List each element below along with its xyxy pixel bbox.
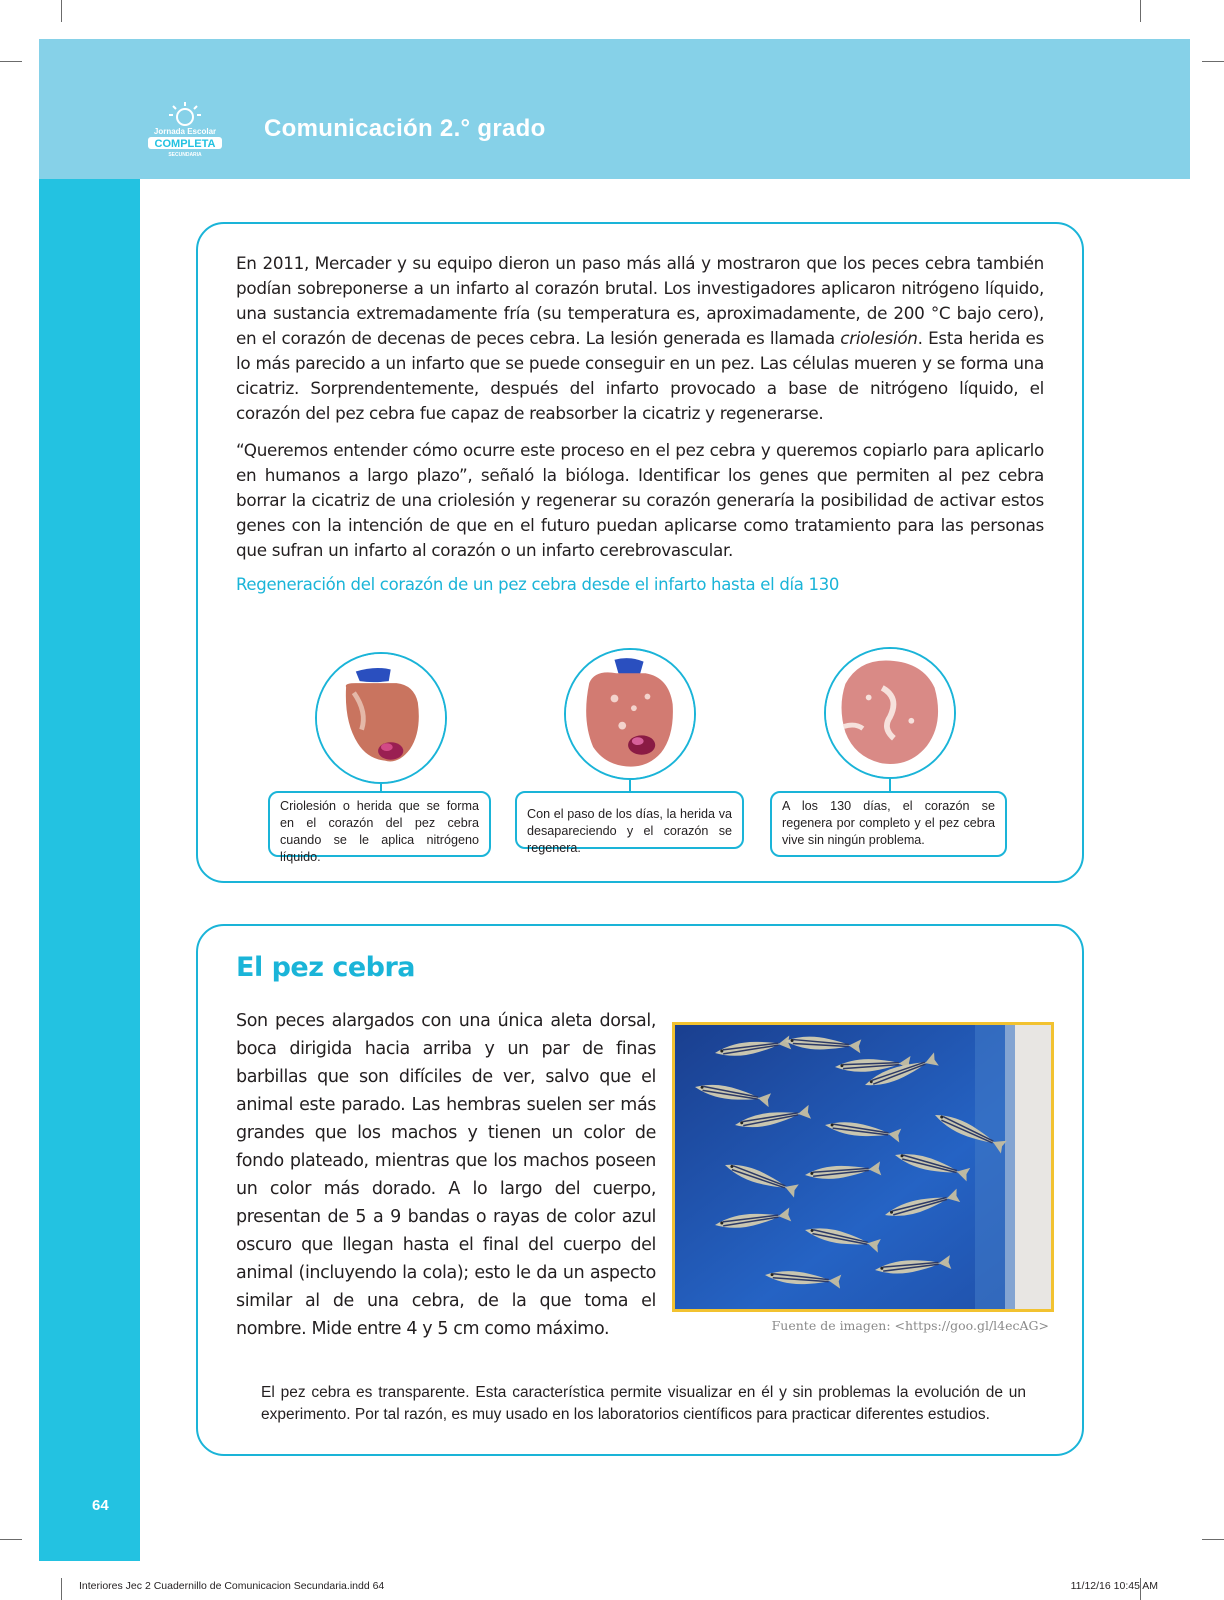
footer-date: 11/12/16 10:45 AM [1070,1580,1158,1592]
paragraph-text: En 2011, Mercader y su equipo dieron un paso más allá y mostraron que los peces cebra también podían sobreponerse a un infarto al corazón brutal. Los investigadores aplicaron nitrógeno líquido, una sustancia extremadamente fría (su temperatura es, aproximadamente, de 200 °C bajo cero), en el corazón de decenas de peces cebra. La lesión generada es llamada [236,253,1044,348]
logo-line3: SECUNDARIA [168,152,202,158]
caption-regenerating: Con el paso de los días, la herida va desapareciendo y el corazón se regenera. [515,791,744,849]
heart-image-regenerated [824,647,956,779]
caption-regenerated: A los 130 días, el corazón se regenera por completo y el pez cebra vive sin ningún problema. [770,791,1007,857]
reading-paragraph-2: “Queremos entender cómo ocurre este proceso en el pez cebra y queremos copiarlo para aplicarlo en humanos a largo plazo”, señaló la bióloga. Identificar los genes que permiten al pez cebra borrar la cicatriz de una criolesión y regenerar su corazón generaría la posibilidad de activar estos genes con la intención de que en el futuro puedan aplicarse como tratamiento para las personas que sufran un infarto al corazón o un infarto cerebrovascular. [236,440,1044,560]
page-title: Comunicación 2.° grado [264,115,546,142]
crop-mark [61,1578,62,1600]
page-number: 64 [92,1497,109,1514]
crop-mark [0,61,22,62]
zebrafish-note: El pez cebra es transparente. Esta característica permite visualizar en él y sin problemas la evolución de un experimento. Por tal razón, es muy usado en los laboratorios científicos para practicar diferentes estudios. [261,1384,1026,1423]
italic-term: criolesión [840,328,918,348]
zebrafish-photo [672,1022,1054,1312]
crop-mark [1202,1539,1224,1540]
image-source [772,1318,1049,1333]
crop-mark [1140,0,1141,22]
connector-line [629,780,631,791]
connector-line [889,779,891,791]
source-url: <https://goo.gl/l4ecAG> [894,1318,1049,1333]
heart-image-cryoinjury [315,652,447,784]
crop-mark [0,1539,22,1540]
heart-image-regenerating [564,648,696,780]
reading-paragraph-1 [236,251,1044,426]
left-sidebar [39,179,140,1561]
figure-title: Regeneración del corazón de un pez cebra desde el infarto hasta el día 130 [236,575,840,594]
logo-line2: COMPLETA [154,138,216,150]
caption-cryoinjury: Criolesión o herida que se forma en el corazón del pez cebra cuando se le aplica nitrógeno líquido. [268,791,491,857]
source-label: Fuente de imagen: [771,1318,895,1333]
crop-mark [1202,61,1224,62]
paragraph-text: . Esta herida es lo más parecido a un infarto que se puede conseguir en un pez. Las células mueren y se forma una cicatriz. Sorprendentemente, después del infarto provocado a base de nitrógeno líquido, el corazón del pez cebra fue capaz de reabsorber la cicatriz y regenerarse. [236,328,1044,423]
crop-mark [61,0,62,22]
logo-line1: Jornada Escolar [153,127,217,136]
zebrafish-paragraph: Son peces alargados con una única aleta dorsal, boca dirigida hacia arriba y un par de finas barbillas que son difíciles de ver, salvo que el animal este parado. Las hembras suelen ser más grandes que los machos y tienen un color de fondo plateado, mientras que los machos poseen un color más dorado. A lo largo del cuerpo, presentan de 5 a 9 bandas o rayas de color azul oscuro que llegan hasta el final del cuerpo del animal (incluyendo la cola); esto le da un aspecto similar al de una cebra, de la que toma el nombre. Mide entre 4 y 5 cm como máximo. [236,1011,656,1339]
footer-filename: Interiores Jec 2 Cuadernillo de Comunicacion Secundaria.indd 64 [79,1580,385,1592]
jornada-escolar-logo [142,100,228,158]
section-title: El pez cebra [236,952,416,983]
